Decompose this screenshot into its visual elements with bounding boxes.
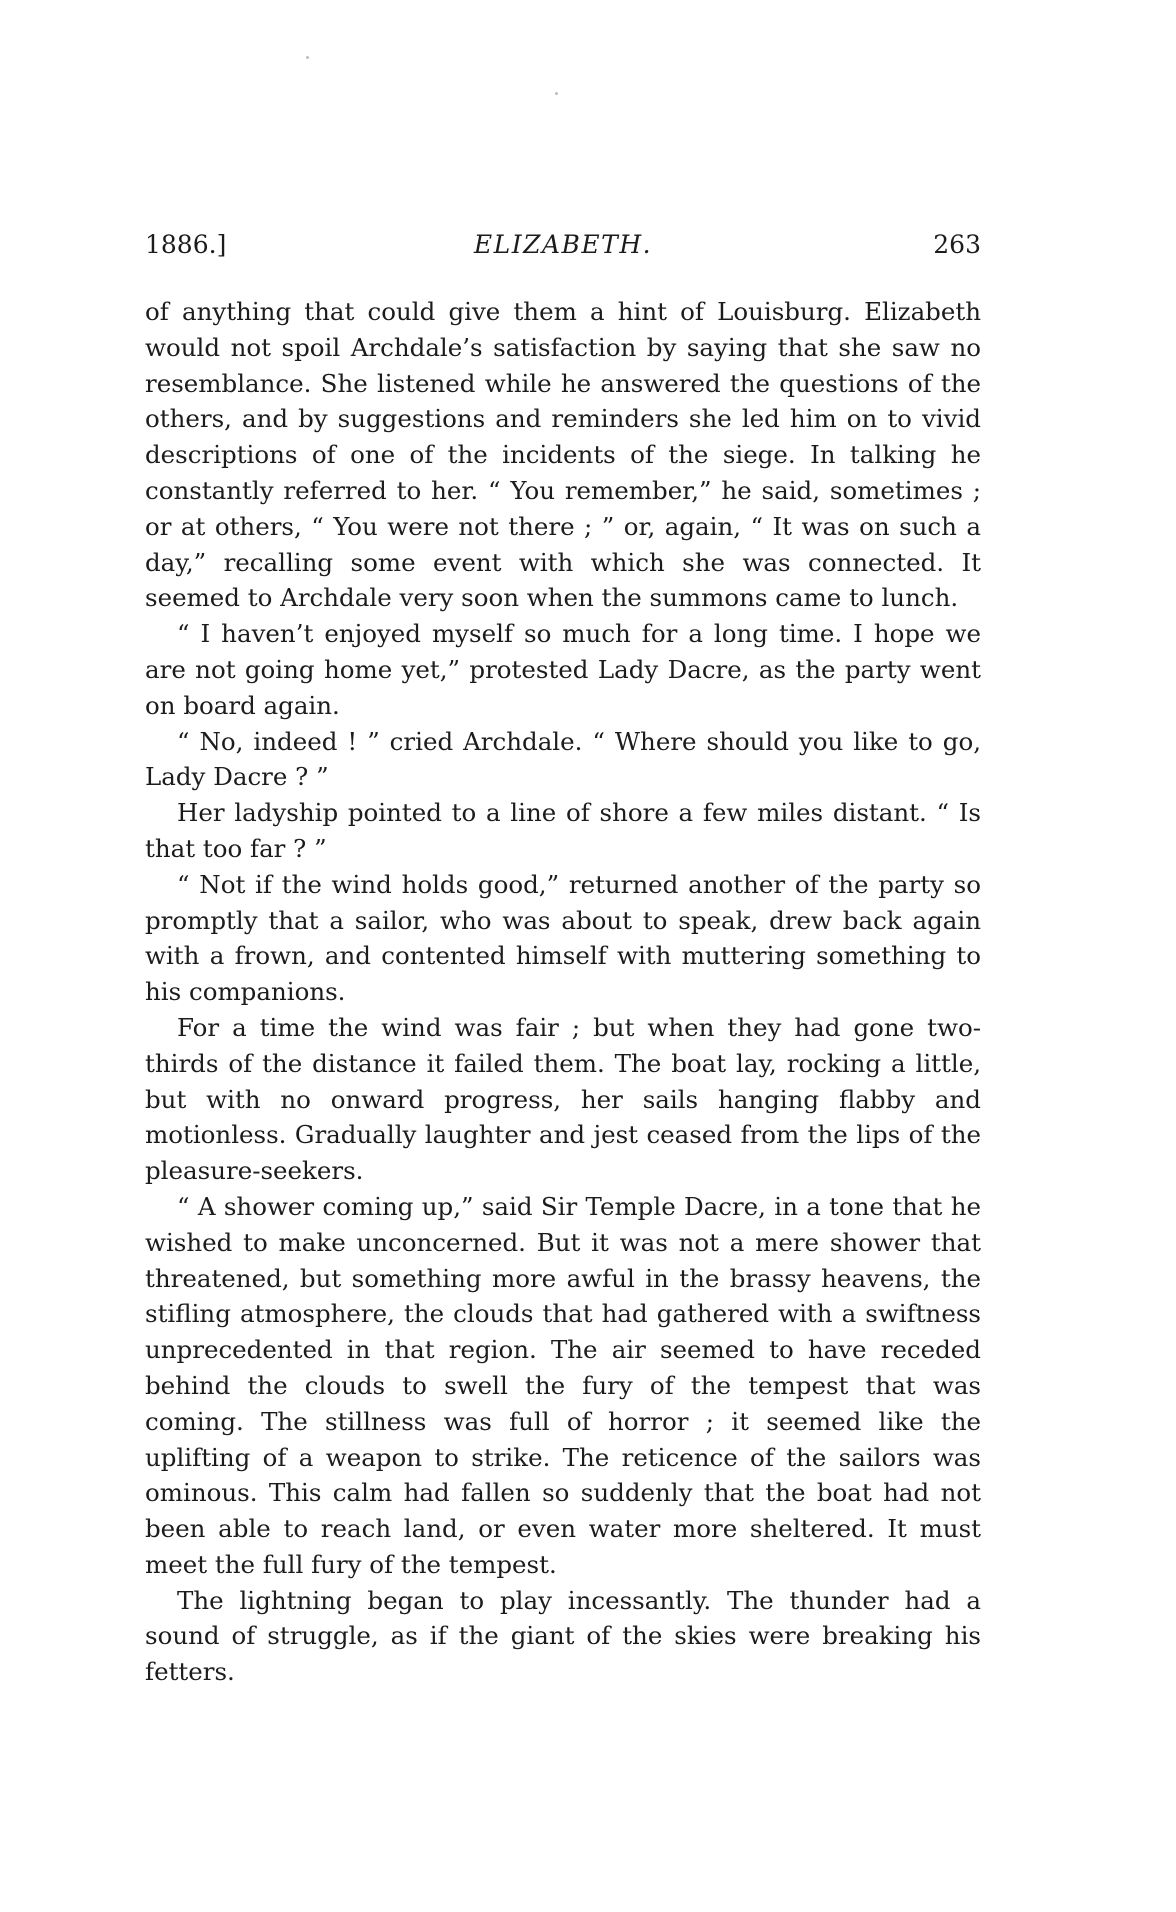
body-text bbox=[145, 294, 981, 1690]
paragraph: Her ladyship pointed to a line of shore a few miles distant. “ Is that too far ? ” bbox=[145, 798, 981, 863]
paragraph: The lightning began to play incessantly. The thunder had a sound of struggle, as if the giant of the skies were breaking his fetters. bbox=[145, 1585, 981, 1687]
year-marker: 1886.] bbox=[145, 230, 227, 259]
chapter-title: ELIZABETH. bbox=[473, 230, 653, 259]
paragraph: “ No, indeed ! ” cried Archdale. “ Where should you like to go, Lady Dacre ? ” bbox=[145, 726, 981, 792]
book-page bbox=[145, 230, 981, 1690]
running-head bbox=[145, 230, 981, 264]
paragraph: “ I haven’t enjoyed myself so much for a long time. I hope we are not going home yet,” protested Lady Dacre, as the party went on board again. bbox=[145, 619, 981, 720]
paragraph-continuation: of anything that could give them a hint of Louisburg. Elizabeth would not spoil Archdale’s satisfaction by saying that she saw no resemblance. She listened while he answered the questions of the others, and by suggestions and reminders she led him on to vivid descriptions of one of the incidents of the siege. In talking he constantly referred to her. “ You remember,” he said, sometimes ; or at others, “ You were not there ; ” or, again, “ It was on such a day,” recalling some event with which she was connected. It seemed to Archdale very soon when the summons came to lunch. bbox=[145, 297, 981, 613]
page-number: 263 bbox=[933, 230, 981, 259]
paper-speck bbox=[306, 56, 309, 59]
paper-speck bbox=[555, 92, 558, 95]
paragraph: For a time the wind was fair ; but when they had gone two-thirds of the distance it failed them. The boat lay, rocking a little, but with no onward progress, her sails hanging flabby and motionless. Gradually laughter and jest ceased from the lips of the pleasure-seekers. bbox=[145, 1012, 981, 1186]
paragraph: “ A shower coming up,” said Sir Temple Dacre, in a tone that he wished to make unconcerned. But it was not a mere shower that threatened, but something more awful in the brassy heavens, the stifling atmosphere, the clouds that had gathered with a swiftness unprecedented in that region. The air seemed to have receded behind the clouds to swell the fury of the tempest that was coming. The stillness was full of horror ; it seemed like the uplifting of a weapon to strike. The reticence of the sailors was ominous. This calm had fallen so suddenly that the boat had not been able to reach land, or even water more sheltered. It must meet the full fury of the tempest. bbox=[145, 1191, 981, 1579]
paragraph: “ Not if the wind holds good,” returned another of the party so promptly that a sailor, who was about to speak, drew back again with a frown, and contented himself with muttering something to his companions. bbox=[145, 869, 981, 1007]
